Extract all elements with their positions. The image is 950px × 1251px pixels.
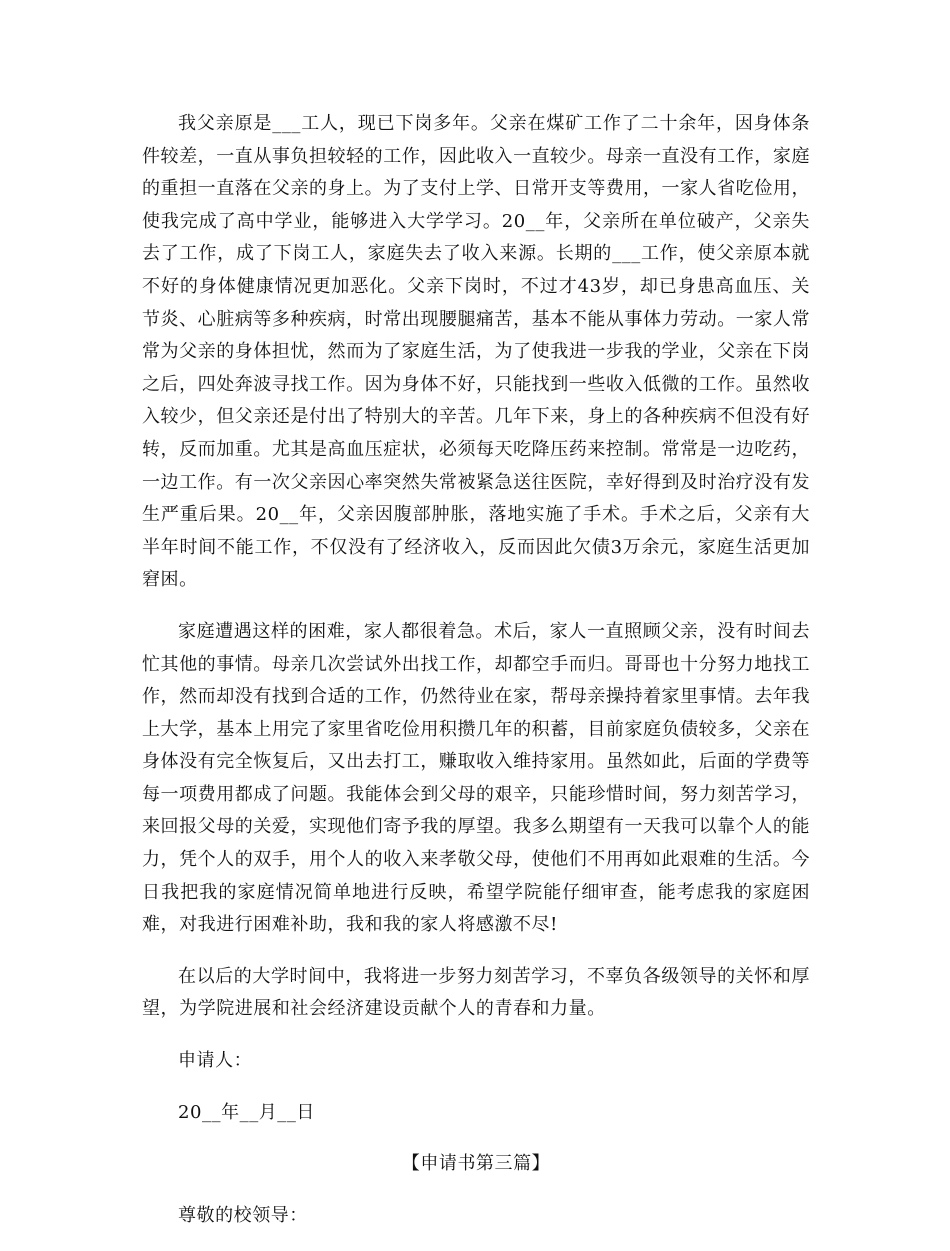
section-heading: 【申请书第三篇】 xyxy=(401,1153,551,1175)
paragraph-commitment: 在以后的大学时间中，我将进一步努力刻苦学习，不辜负各级领导的关怀和厚望，为学院进展和社会经济建设贡献个人的青春和力量。 xyxy=(142,965,810,1020)
document-page xyxy=(142,108,810,1251)
date-line: 20__年__月__日 xyxy=(178,1101,315,1123)
paragraph-family-background: 我父亲原是___工人，现已下岗多年。父亲在煤矿工作了二十余年，因身体条件较差，一直从事负担较轻的工作，因此收入一直较少。母亲一直没有工作，家庭的重担一直落在父亲的身上。为了支付上学、日常开支等费用，一家人省吃俭用，使我完成了高中学业，能够进入大学学习。20__年，父亲所在单位破产，父亲失去了工作，成了下岗工人，家庭失去了收入来源。长期的___工作，使父亲原本就不好的身体健康情况更加恶化。父亲下岗时，不过才43岁，却已身患高血压、关节炎、心脏病等多种疾病，时常出现腰腿痛苦，基本不能从事体力劳动。一家人常常为父亲的身体担忧，然而为了家庭生活，为了使我进一步我的学业，父亲在下岗之后，四处奔波寻找工作。因为身体不好，只能找到一些收入低微的工作。虽然收入较少，但父亲还是付出了特别大的辛苦。几年下来，身上的各种疾病不但没有好转，反而加重。尤其是高血压症状，必须每天吃降压药来控制。常常是一边吃药，一边工作。有一次父亲因心率突然失常被紧急送往医院，幸好得到及时治疗没有发生严重后果。20__年，父亲因腹部肿胀，落地实施了手术。手术之后，父亲有大半年时间不能工作，不仅没有了经济收入，反而因此欠债3万余元，家庭生活更加窘困。 xyxy=(142,113,810,591)
paragraph-family-difficulty: 家庭遭遇这样的困难，家人都很着急。术后，家人一直照顾父亲，没有时间去忙其他的事情。母亲几次尝试外出找工作，却都空手而归。哥哥也十分努力地找工作，然而却没有找到合适的工作，仍然待业在家，帮母亲操持着家里事情。去年我上大学，基本上用完了家里省吃俭用积攒几年的积蓄，目前家庭负债较多，父亲在身体没有完全恢复后，又出去打工，赚取收入维持家用。虽然如此，后面的学费等每一项费用都成了问题。我能体会到父母的艰辛，只能珍惜时间，努力刻苦学习，来回报父母的关爱，实现他们寄予我的厚望。我多么期望有一天我可以靠个人的能力，凭个人的双手，用个人的收入来孝敬父母，使他们不用再如此艰难的生活。今日我把我的家庭情况简单地进行反映，希望学院能仔细审查，能考虑我的家庭困难，对我进行困难补助，我和我的家人将感激不尽! xyxy=(142,620,810,936)
salutation: 尊敬的校领导： xyxy=(178,1204,308,1226)
applicant-label: 申请人： xyxy=(178,1050,253,1072)
